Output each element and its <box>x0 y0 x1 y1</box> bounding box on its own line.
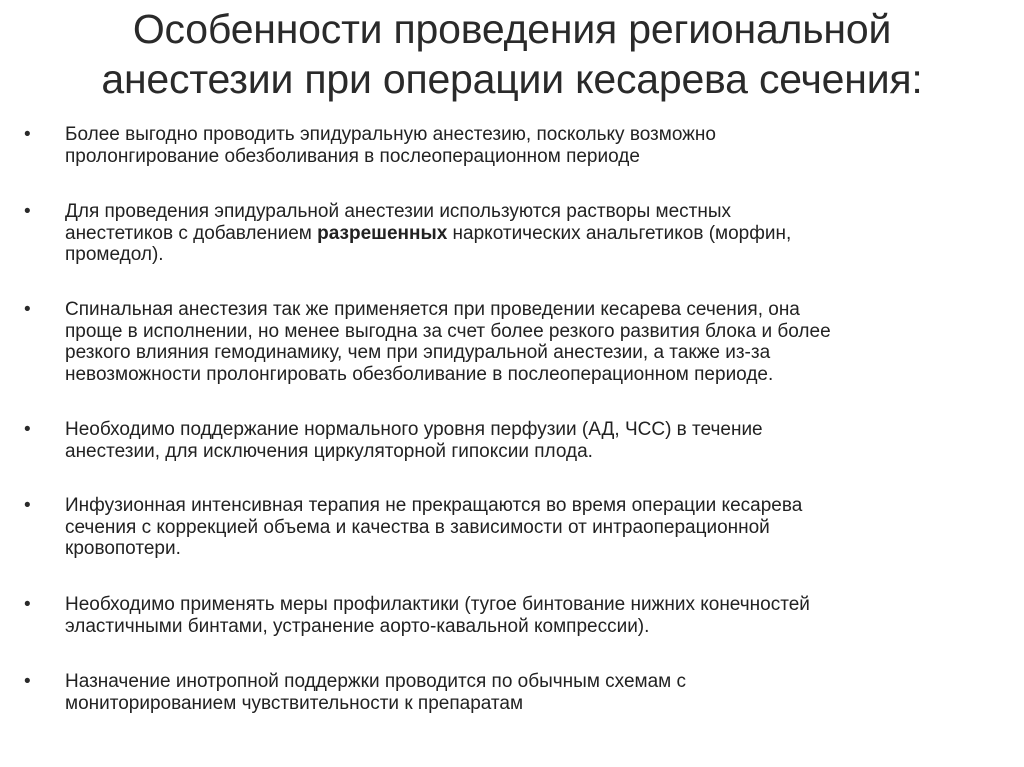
bullet-marker: • <box>24 419 31 440</box>
bullet-line: эластичными бинтами, устранение аорто-кавальной компрессии). <box>65 615 650 637</box>
bullet-line: резкого влияния гемодинамику, чем при эпидуральной анестезии, а также из-за <box>65 342 771 363</box>
bullet-marker: • <box>24 671 31 692</box>
bullet-text <box>65 419 995 462</box>
bullet-text <box>65 671 995 714</box>
bullet-text <box>65 124 995 167</box>
bullet-line: Назначение инотропной поддержки проводится по обычным схемам с <box>65 671 686 692</box>
title-line-2: анестезии при операции кесарева сечения: <box>101 56 923 102</box>
bullet-text <box>65 495 995 560</box>
bullet-marker: • <box>24 201 31 222</box>
bullet-line-part: анестетиков с добавлением <box>65 222 318 244</box>
bullet-line: Более выгодно проводить эпидуральную анестезию, поскольку возможно <box>65 124 716 145</box>
bullet-line: невозможности пролонгировать обезболивание в послеоперационном периоде. <box>65 363 774 385</box>
bullet-line: Необходимо применять меры профилактики (тугое бинтование нижних конечностей <box>65 594 810 615</box>
bullet-line: Для проведения эпидуральной анестезии используются растворы местных <box>65 201 732 222</box>
bullet-marker: • <box>24 124 31 145</box>
bullet-marker: • <box>24 594 31 615</box>
bullet-marker: • <box>24 495 31 516</box>
bullet-line: кровопотери. <box>65 538 181 559</box>
title-line-1: Особенности проведения региональной <box>132 6 892 52</box>
bullet-line: анестезии, для исключения циркуляторной гипоксии плода. <box>65 440 593 462</box>
bullet-line: Спинальная анестезия так же применяется при проведении кесарева сечения, она <box>65 299 800 320</box>
bullet-line: проще в исполнении, но менее выгодна за счет более резкого развития блока и более <box>65 320 831 342</box>
bullet-line-part: наркотических анальгетиков (морфин, <box>447 222 792 244</box>
bullet-text <box>65 594 995 637</box>
bullet-line: пролонгирование обезболивания в послеоперационном периоде <box>65 145 640 167</box>
bullet-line: Необходимо поддержание нормального уровня перфузии (АД, ЧСС) в течение <box>65 419 763 440</box>
bullet-bold-word: разрешенных <box>317 222 448 244</box>
bullet-line: промедол). <box>65 244 164 265</box>
bullet-line: Инфузионная интенсивная терапия не прекращаются во время операции кесарева <box>65 495 803 516</box>
bullet-line: сечения с коррекцией объема и качества в зависимости от интраоперационной <box>65 516 770 538</box>
bullet-text <box>65 201 995 266</box>
bullet-line: мониторированием чувствительности к препаратам <box>65 692 524 714</box>
bullet-marker: • <box>24 299 31 320</box>
bullet-text <box>65 299 995 385</box>
